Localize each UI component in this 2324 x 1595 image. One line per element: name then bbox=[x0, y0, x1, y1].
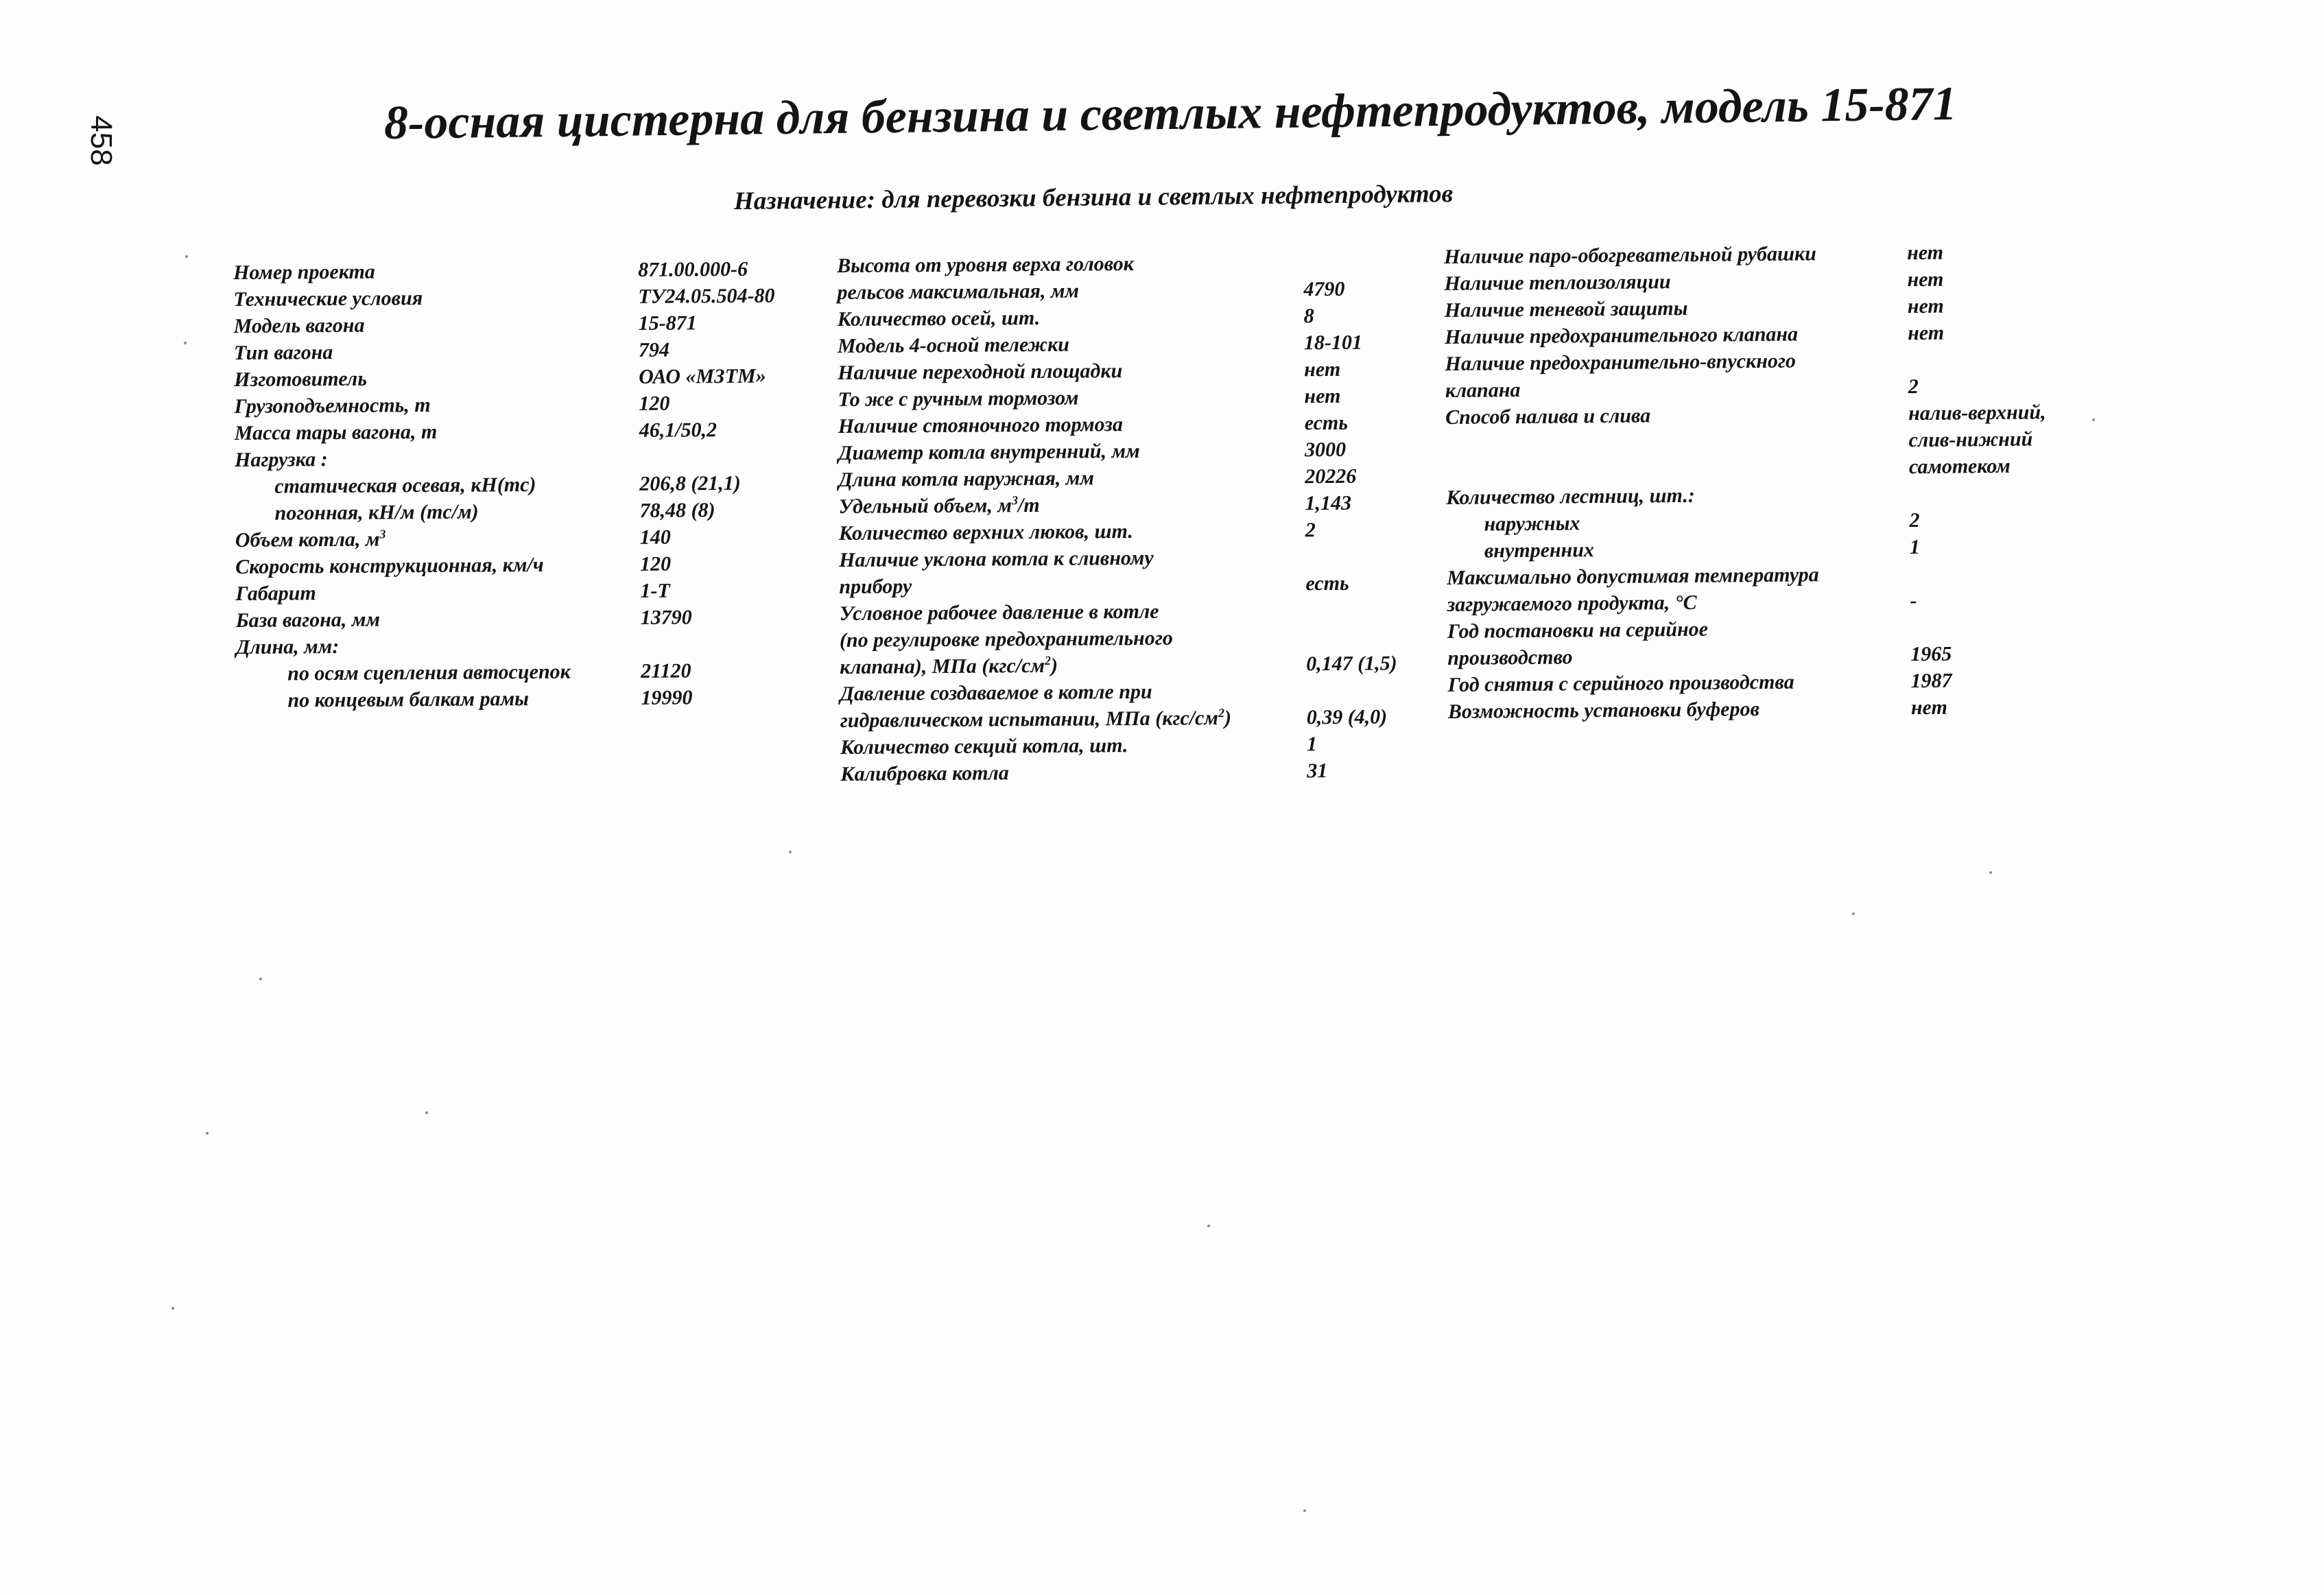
scan-speck bbox=[184, 342, 187, 344]
spec-value: 20226 bbox=[1305, 464, 1357, 488]
spec-label: Грузоподъемность, т bbox=[234, 393, 431, 418]
superscript: 2 bbox=[1044, 653, 1052, 667]
spec-value: 2 bbox=[1305, 519, 1316, 542]
spec-label: Наличие паро-обогревательной рубашки bbox=[1444, 242, 1817, 268]
spec-label: Наличие стояночного тормоза bbox=[838, 413, 1124, 438]
scan-speck bbox=[2092, 418, 2095, 421]
scan-speck bbox=[1989, 871, 1992, 874]
purpose-subtitle: Назначение: для перевозки бензина и светлых нефтепродуктов bbox=[733, 180, 1454, 215]
spec-value: нет bbox=[1907, 241, 1944, 265]
spec-value: 78,48 (8) bbox=[639, 499, 715, 522]
spec-label-line: Условное рабочее давление в котле bbox=[839, 600, 1159, 625]
spec-value: 4790 bbox=[1303, 277, 1345, 301]
spec-label: Количество верхних люков, шт. bbox=[838, 519, 1133, 545]
spec-label-line: (по регулировке предохранительного bbox=[839, 626, 1173, 652]
spec-label-line: Наличие уклона котла к сливному bbox=[839, 546, 1154, 571]
spec-row-parking-brake bbox=[838, 409, 1442, 440]
scan-speck bbox=[171, 1307, 174, 1310]
spec-row-production-start bbox=[1447, 612, 2134, 672]
spec-value: - bbox=[1910, 589, 1917, 613]
superscript: 3 bbox=[379, 527, 386, 541]
spec-value: 21120 bbox=[641, 659, 691, 683]
scan-speck bbox=[1303, 1509, 1306, 1512]
spec-value-line: налив-верхний, bbox=[1908, 401, 2046, 425]
spec-row-safety-intake-valve bbox=[1445, 344, 2131, 404]
spec-value: 31 bbox=[1307, 759, 1328, 783]
spec-row-linear-load bbox=[235, 496, 831, 527]
spec-label: База вагона, мм bbox=[235, 608, 381, 632]
spec-value: 3000 bbox=[1304, 438, 1347, 462]
spec-row-tank-diameter bbox=[838, 436, 1442, 466]
spec-value: 8 bbox=[1303, 305, 1314, 328]
spec-label: по концевым балкам рамы bbox=[287, 687, 530, 712]
spec-label: Номер проекта bbox=[233, 260, 375, 284]
spec-row-max-temperature bbox=[1447, 558, 2133, 618]
spec-label-line: Давление создаваемое в котле при bbox=[840, 680, 1152, 705]
spec-label: Калибровка котла bbox=[840, 761, 1009, 785]
spec-label: Наличие предохранительного клапана bbox=[1445, 322, 1799, 348]
spec-label: Объем котла, $м^3$ bbox=[235, 527, 386, 552]
spec-value: 19990 bbox=[641, 686, 693, 709]
spec-value: нет bbox=[1304, 384, 1341, 408]
spec-label: Модель вагона bbox=[233, 314, 365, 338]
spec-row-wheelbase bbox=[236, 603, 833, 634]
spec-value-multiline bbox=[1908, 399, 2046, 480]
spec-value: 1965 bbox=[1910, 642, 1952, 666]
spec-row-gauge bbox=[235, 576, 832, 607]
page-number: 458 bbox=[84, 115, 118, 166]
spec-label-line: Наличие предохранительно-впускного bbox=[1445, 349, 1797, 375]
spec-label: внутренних bbox=[1484, 539, 1595, 563]
spec-label-line: загружаемого продукта, °С bbox=[1447, 591, 1697, 616]
spec-row-length-end-beams bbox=[236, 683, 833, 714]
spec-value: 140 bbox=[639, 525, 671, 549]
spec-value: есть bbox=[1304, 411, 1349, 435]
spec-value-line: самотеком bbox=[1908, 454, 2011, 479]
spec-row-axle-count bbox=[838, 302, 1441, 333]
spec-row-bogie-model bbox=[838, 329, 1441, 359]
spec-row-length-coupler-axes bbox=[236, 657, 833, 687]
spec-value: 206,8 (21,1) bbox=[639, 471, 741, 495]
spec-row-tare-mass bbox=[235, 416, 831, 447]
spec-value: 1 bbox=[1306, 733, 1318, 756]
spec-row-max-height bbox=[837, 248, 1441, 306]
spec-label: Наличие теневой защиты bbox=[1444, 296, 1688, 322]
spec-row-capacity bbox=[234, 389, 831, 420]
spec-value: 871.00.000-6 bbox=[638, 257, 748, 281]
spec-value-line: слив-нижний bbox=[1908, 427, 2033, 452]
spec-label: Длина котла наружная, мм bbox=[838, 466, 1095, 491]
spec-value: 18-101 bbox=[1303, 331, 1363, 355]
spec-row-technical-conditions bbox=[233, 282, 830, 313]
spec-label-line: клапана), МПа $(кгс/см^2)$ bbox=[840, 653, 1058, 678]
spec-label: Удельный объем, $м^3/т$ bbox=[838, 493, 1040, 518]
spec-label: Наличие переходной площадки bbox=[838, 359, 1123, 384]
spec-row-fill-drain-method bbox=[1445, 398, 2132, 484]
spec-label: Диаметр котла внутренний, мм bbox=[838, 439, 1140, 464]
spec-label bbox=[839, 543, 1306, 600]
spec-value: 1 bbox=[1909, 535, 1921, 559]
scan-speck bbox=[425, 1111, 428, 1114]
spec-row-tank-calibration bbox=[840, 757, 1444, 788]
scan-speck bbox=[789, 851, 792, 853]
spec-label: Количество осей, шт. bbox=[837, 306, 1041, 331]
spec-label-line: клапана bbox=[1445, 379, 1521, 402]
spec-label bbox=[1447, 614, 1911, 672]
spec-row-manufacturer bbox=[234, 362, 831, 393]
scan-speck bbox=[206, 1132, 209, 1135]
spec-value: 0,147 (1,5) bbox=[1306, 652, 1397, 676]
spec-label bbox=[840, 597, 1307, 681]
spec-value: 120 bbox=[640, 552, 672, 576]
spec-value: 13790 bbox=[640, 606, 692, 629]
spec-label: статическая осевая, кН(тс) bbox=[274, 473, 536, 498]
spec-row-tank-sections bbox=[840, 730, 1444, 761]
spec-value: ОАО «МЗТМ» bbox=[639, 364, 766, 388]
spec-row-length-heading bbox=[236, 630, 833, 661]
spec-row-test-pressure bbox=[840, 676, 1444, 734]
spec-value: 15-871 bbox=[638, 311, 697, 335]
spec-value: 1,143 bbox=[1305, 491, 1352, 515]
spec-value: нет bbox=[1908, 321, 1945, 345]
scan-speck bbox=[185, 255, 188, 258]
spec-label: Масса тары вагона, т bbox=[234, 420, 438, 445]
spec-label-line: гидравлическом испытании, МПа $(кгс/см^2)$ bbox=[840, 706, 1232, 732]
scan-speck bbox=[1207, 1225, 1210, 1227]
spec-label: Количество лестниц, шт.: bbox=[1446, 484, 1695, 509]
spec-label: Изготовитель bbox=[234, 367, 368, 391]
spec-row-transition-platform bbox=[838, 355, 1441, 386]
spec-label bbox=[1447, 560, 1910, 618]
spec-label: по осям сцепления автосцепок bbox=[287, 660, 571, 685]
spec-value: нет bbox=[1907, 294, 1944, 318]
spec-column-middle bbox=[837, 248, 1444, 788]
superscript: 2 bbox=[1218, 706, 1225, 720]
spec-value: 1-Т bbox=[640, 579, 670, 602]
spec-row-tank-volume bbox=[235, 523, 832, 554]
spec-row-design-speed bbox=[235, 550, 832, 580]
superscript: 3 bbox=[1011, 493, 1019, 508]
spec-row-load-heading bbox=[235, 442, 831, 473]
spec-value: 2 bbox=[1909, 508, 1920, 532]
page-title: 8-осная цистерна для бензина и светлых нефтепродуктов, модель 15-871 bbox=[383, 77, 1958, 150]
spec-row-working-pressure bbox=[840, 596, 1444, 681]
spec-value: нет bbox=[1907, 268, 1944, 292]
spec-value: есть bbox=[1305, 571, 1349, 595]
spec-value: 1987 bbox=[1910, 669, 1952, 693]
spec-column-left bbox=[233, 255, 833, 714]
spec-row-specific-volume bbox=[838, 489, 1442, 520]
spec-label-line: производство bbox=[1447, 646, 1573, 670]
spec-column-right bbox=[1444, 237, 2134, 725]
spec-label-line: прибору bbox=[839, 575, 912, 598]
spec-label: Длина, мм: bbox=[235, 635, 340, 659]
spec-label-line: Высота от уровня верха головок bbox=[837, 252, 1135, 277]
spec-label: Тип вагона bbox=[233, 340, 333, 364]
spec-label: Технические условия bbox=[233, 287, 423, 311]
spec-row-wagon-model bbox=[234, 309, 831, 340]
spec-label: Нагрузка : bbox=[234, 448, 328, 471]
spec-value: 2 bbox=[1908, 375, 1919, 399]
spec-row-buffers bbox=[1448, 692, 2134, 725]
spec-value: ТУ24.05.504-80 bbox=[638, 284, 775, 308]
spec-label: погонная, кН/м (тс/м) bbox=[274, 500, 479, 525]
spec-label: Габарит bbox=[235, 582, 316, 605]
spec-label: Возможность установки буферов bbox=[1447, 698, 1760, 723]
spec-row-static-axle-load bbox=[235, 469, 831, 500]
spec-value: 794 bbox=[638, 338, 670, 362]
spec-label: Количество секций котла, шт. bbox=[840, 734, 1128, 759]
spec-label: Способ налива и слива bbox=[1445, 404, 1651, 429]
spec-label-line: рельсов максимальная, мм bbox=[837, 279, 1080, 304]
spec-row-hand-brake bbox=[838, 382, 1441, 413]
spec-label: наружных bbox=[1484, 512, 1580, 536]
spec-label: Скорость конструкционная, км/ч bbox=[235, 553, 544, 578]
spec-label-line: Максимально допустимая температура bbox=[1447, 563, 1819, 589]
spec-row-top-hatches bbox=[839, 516, 1443, 547]
spec-label-line: Год постановки на серийное bbox=[1447, 617, 1709, 643]
spec-row-wagon-type bbox=[234, 335, 831, 366]
spec-label bbox=[1445, 346, 1908, 404]
spec-value: нет bbox=[1910, 696, 1947, 720]
scan-speck bbox=[1852, 912, 1855, 915]
spec-label: Год снятия с серийного производства bbox=[1447, 670, 1794, 696]
spec-row-project-number bbox=[233, 255, 830, 286]
spec-label: Модель 4-осной тележки bbox=[837, 333, 1070, 357]
spec-value: 46,1/50,2 bbox=[639, 418, 718, 442]
spec-label: Наличие теплоизоляции bbox=[1444, 270, 1671, 295]
spec-row-tank-length bbox=[838, 462, 1442, 493]
spec-label: То же с ручным тормозом bbox=[838, 386, 1079, 411]
spec-value: нет bbox=[1304, 357, 1341, 381]
spec-value: 0,39 (4,0) bbox=[1306, 705, 1388, 729]
spec-label bbox=[840, 677, 1307, 734]
spec-label bbox=[837, 249, 1304, 306]
scan-speck bbox=[259, 978, 262, 980]
spec-value: 120 bbox=[639, 392, 670, 415]
spec-row-tank-slope bbox=[839, 543, 1443, 600]
